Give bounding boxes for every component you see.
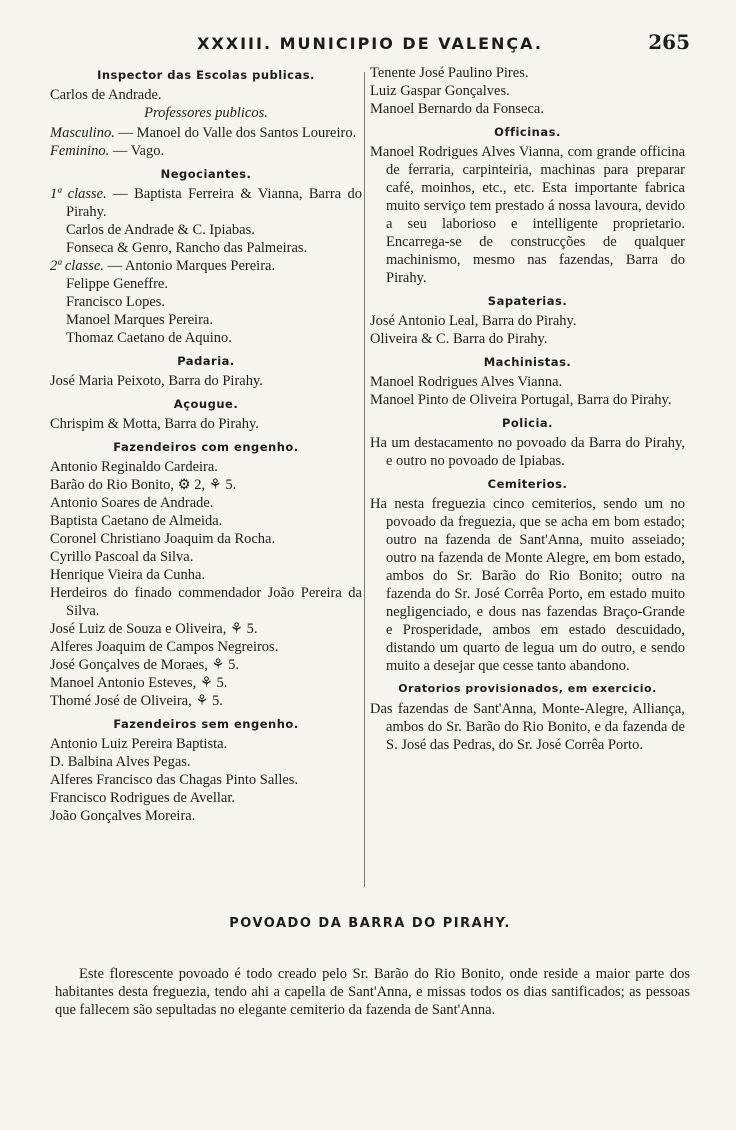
list-item: D. Balbina Alves Pegas.: [50, 754, 191, 770]
section-heading-acougue: Açougue.: [173, 397, 239, 411]
section-heading-negociantes: Negociantes.: [160, 167, 252, 181]
page-header: [50, 28, 690, 56]
list-item: Cyrillo Pascoal da Silva.: [50, 549, 194, 565]
section-heading-com-engenho: Fazendeiros com engenho.: [113, 440, 299, 454]
section-heading-padaria: Padaria.: [177, 354, 235, 368]
column-divider: [364, 72, 365, 887]
list-item: Antonio Luiz Pereira Baptista.: [50, 736, 228, 752]
negociante-classe-1: 1ª classe. — Baptista Ferreira & Vianna, Barra do Pirahy.: [50, 186, 363, 220]
inspector-name: Carlos de Andrade.: [50, 87, 162, 103]
negociante-classe-2: 2ª classe. — Antonio Marques Pereira.: [50, 258, 276, 274]
povoado-paragraph: Este florescente povoado é todo creado pelo Sr. Barão do Rio Bonito, onde reside a maior parte dos habitantes desta freguezia, tendo ahi a capella de Sant'Anna, e missas todos os dias santificados; as pessoas que fallecem são sepultadas no elegante cemiterio da fazenda de Sant'Anna.: [55, 965, 690, 1018]
list-item: Oliveira & C. Barra do Pirahy.: [370, 331, 548, 347]
section-heading-oratorios: Oratorios provisionados, em exercicio.: [398, 682, 657, 695]
list-item: Manoel Pinto de Oliveira Portugal, Barra do Pirahy.: [370, 392, 672, 408]
list-item: Manoel Rodrigues Alves Vianna.: [370, 374, 563, 390]
list-item: Alferes Joaquim de Campos Negreiros.: [50, 639, 279, 655]
page-number: 265: [648, 30, 690, 54]
list-item: Manoel Antonio Esteves, ⚘ 5.: [50, 675, 228, 691]
list-item: Alferes Francisco das Chagas Pinto Salles.: [50, 772, 299, 788]
list-item: José Gonçalves de Moraes, ⚘ 5.: [50, 657, 239, 673]
list-item: Thomaz Caetano de Aquino.: [66, 330, 232, 346]
section-heading-officinas: Officinas.: [494, 125, 561, 139]
list-item: Felippe Geneffre.: [66, 276, 168, 292]
list-item: Baptista Caetano de Almeida.: [50, 513, 223, 529]
list-item: Manoel Bernardo da Fonseca.: [370, 101, 544, 117]
section-heading-sem-engenho: Fazendeiros sem engenho.: [113, 717, 299, 731]
oratorios-entry: Das fazendas de Sant'Anna, Monte-Alegre, Alliança, ambos do Sr. Barão do Rio Bonito, e da fazenda de S. José das Pedras, do Sr. José Corrêa Porto.: [370, 701, 685, 753]
section-heading-inspector: Inspector das Escolas publicas.: [97, 68, 315, 82]
policia-entry: Ha um destacamento no povoado da Barra do Pirahy, e outro no povoado de Ipiabas.: [370, 435, 685, 469]
running-title: XXXIII. MUNICIPIO DE VALENÇA.: [197, 34, 543, 53]
list-item: Fonseca & Genro, Rancho das Palmeiras.: [66, 240, 308, 256]
right-column: [370, 64, 685, 754]
list-item: José Antonio Leal, Barra do Pirahy.: [370, 313, 577, 329]
section-heading-machinistas: Machinistas.: [483, 355, 572, 369]
list-item: José Luiz de Souza e Oliveira, ⚘ 5.: [50, 621, 258, 637]
list-item: Luiz Gaspar Gonçalves.: [370, 83, 510, 99]
list-item: João Gonçalves Moreira.: [50, 808, 196, 824]
section-heading-cemiterios: Cemiterios.: [487, 477, 568, 491]
list-item: Manoel Marques Pereira.: [66, 312, 213, 328]
section-title-povoado: POVOADO DA BARRA DO PIRAHY.: [229, 916, 511, 931]
left-column: [50, 64, 362, 825]
list-item: Antonio Reginaldo Cardeira.: [50, 459, 218, 475]
list-item: Barão do Rio Bonito, ⚙ 2, ⚘ 5.: [50, 477, 237, 493]
section-heading-professores: Professores publicos.: [144, 105, 268, 121]
list-item: Henrique Vieira da Cunha.: [50, 567, 206, 583]
professor-feminino: Feminino. — Vago.: [50, 143, 165, 159]
list-item: Herdeiros do finado commendador João Pereira da Silva.: [50, 585, 362, 619]
section-heading-policia: Policia.: [501, 416, 554, 430]
list-item: Coronel Christiano Joaquim da Rocha.: [50, 531, 276, 547]
acougue-entry: Chrispim & Motta, Barra do Pirahy.: [50, 416, 259, 432]
officinas-entry: Manoel Rodrigues Alves Vianna, com grande officina de ferraria, carpinteiria, machinas para preparar café, moinhos, etc., etc. Esta importante fabrica muito serviço tem prestado á nossa lavoura, devido a seu laborioso e intelligente proprietario. Encarrega-se de construcções de qualquer machinismo, mesmo nas fazendas, Barra do Pirahy.: [370, 144, 685, 286]
list-item: Tenente José Paulino Pires.: [370, 65, 529, 81]
section-heading-sapaterias: Sapaterias.: [487, 294, 568, 308]
list-item: Antonio Soares de Andrade.: [50, 495, 214, 511]
list-item: Francisco Lopes.: [66, 294, 166, 310]
cemiterios-entry: Ha nesta freguezia cinco cemiterios, sendo um no povoado da freguezia, que se acha em bom estado; outro na fazenda de Sant'Anna, muito asseiado; outro na fazenda de Monte Alegre, em bom estado, ambos do Sr. Barão do Rio Bonito; outro na fazenda do Sr. José Corrêa Porto, em estado muito negligenciado, e dous nas fazendas Braço-Grande e Prosperidade, ambos em estado descuidado, distando um quarto de legua um do outro, e sendo muito a desejar que cesse tanto abandono.: [370, 496, 685, 674]
list-item: Thomé José de Oliveira, ⚘ 5.: [50, 693, 223, 709]
padaria-entry: José Maria Peixoto, Barra do Pirahy.: [50, 373, 263, 389]
professor-masculino: Masculino. — Manoel do Valle dos Santos Loureiro.: [50, 125, 357, 141]
list-item: Carlos de Andrade & C. Ipiabas.: [66, 222, 255, 238]
list-item: Francisco Rodrigues de Avellar.: [50, 790, 235, 806]
